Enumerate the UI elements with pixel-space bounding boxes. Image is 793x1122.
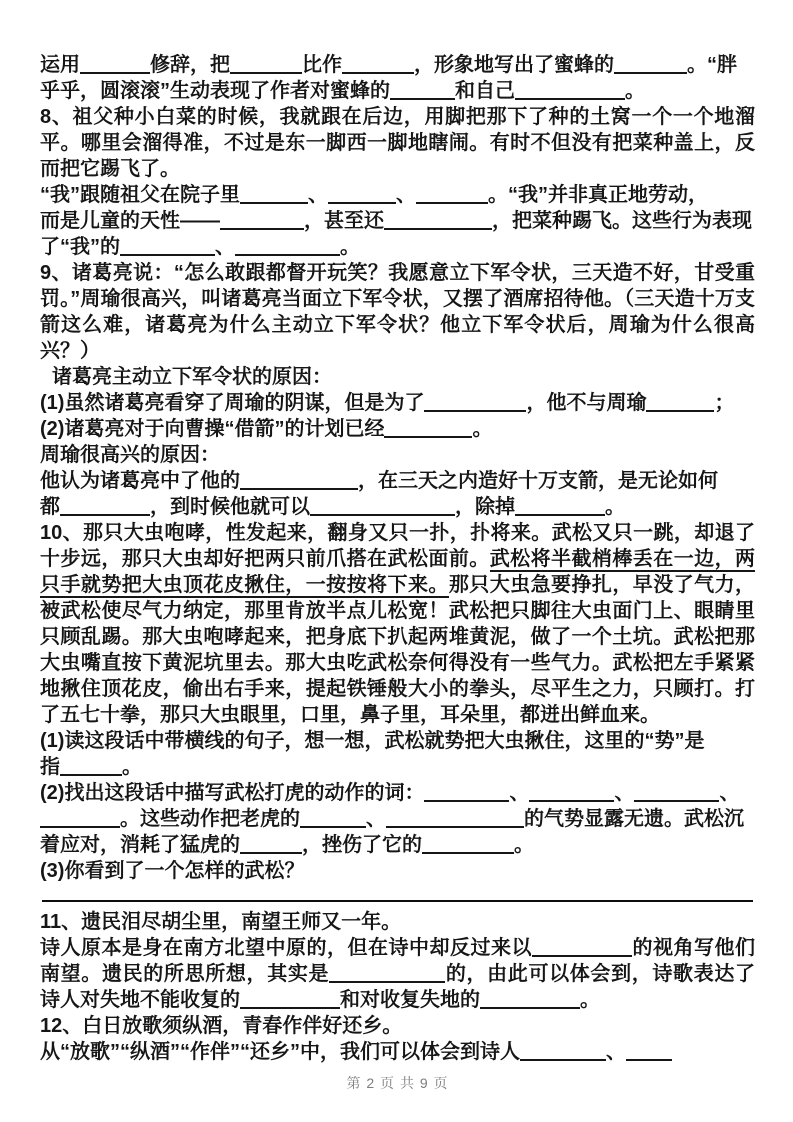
answer-blank — [240, 475, 358, 490]
answer-blank — [60, 761, 122, 776]
q11-analysis — [40, 935, 755, 1013]
answer-blank — [515, 501, 605, 516]
text-run: 着应对，消耗了猛虎的 — [40, 834, 240, 856]
text-run: ，在三天之内造好十万支箭，是无论如何 — [358, 470, 718, 492]
text-run: ，除掉 — [455, 496, 515, 518]
text-run: 周瑜很高兴的原因： — [40, 444, 220, 466]
text-run: 9、诸葛亮说：“怎么敢跟都督开玩笑？我愿意立下军令状，三天造不好，甘受重罚。”周瑜很高兴，叫诸葛亮当面立下军令状，又摆了酒席招待他。（三天造十万支箭这么难，诸葛亮为什么主动立下军令状？他立下军令状后，周瑜为什么很高兴？） — [40, 262, 755, 362]
q12-analysis — [40, 1039, 755, 1065]
text-run: 。“胖 — [687, 54, 737, 76]
q9-item3 — [40, 468, 755, 520]
answer-blank — [329, 968, 445, 983]
answer-blank — [230, 59, 302, 74]
text-run: 的气势显露无遗。武松沉 — [524, 808, 744, 830]
text-run: 。 — [122, 756, 142, 778]
text-run: 那只大虫急要挣扎，早没了气力，被武松使尽气力纳定，那里肯放半点儿松宽！武松把只脚往大虫面门上、眼睛里只顾乱踢。那大虫咆哮起来，把身底下扒起两堆黄泥，做了一个土坑。武松把那大虫嘴直按下黄泥坑里去。那大虫吃武松奈何得没有一些气力。武松把左手紧紧地揪住顶花皮，偷出右手来，提起铁锤般大小的拳头，尽平生之力，只顾打。打了五七十拳，那只大虫眼里，口里，鼻子里，耳朵里，都迸出鲜血来。 — [40, 574, 756, 726]
text-run: 、 — [308, 184, 328, 206]
text-run: 乎乎，圆滚滚”生动表现了作者对蜜蜂的 — [40, 80, 390, 102]
answer-blank — [424, 787, 509, 802]
q8-fill — [40, 182, 755, 260]
q9-passage — [40, 260, 755, 364]
text-run: ，挫伤了它的 — [302, 834, 422, 856]
text-run: (2)找出这段话中描写武松打虎的动作的词： — [40, 782, 425, 804]
q9-reason2-heading — [40, 442, 755, 468]
q10-sub3 — [40, 858, 755, 884]
answer-blank — [240, 839, 302, 854]
answer-blank — [614, 59, 687, 74]
answer-blank — [422, 839, 514, 854]
text-run: 11、遗民泪尽胡尘里，南望王师又一年。 — [40, 911, 402, 933]
answer-blank — [424, 397, 526, 412]
q10-passage — [40, 520, 755, 728]
answer-blank — [342, 59, 414, 74]
answer-blank — [240, 994, 340, 1009]
text-run: 的视角写他们南望。遗民的所思所想，其实是 — [40, 937, 755, 985]
text-run: 了“我”的 — [40, 236, 120, 258]
answer-blank — [310, 501, 455, 516]
text-run: 。 — [580, 989, 600, 1011]
answer-blank — [220, 215, 304, 230]
text-run: 10、那只大虫咆哮，性发起来，翻身又只一扑，扑将来。武松又只一跳，却退了十步远，那只大虫却好把两只前爪搭在武松面前。 — [40, 522, 755, 570]
answer-blank — [328, 189, 396, 204]
text-run: ，他不与周瑜 — [526, 392, 647, 414]
text-run: 运用 — [40, 54, 80, 76]
text-run: (3)你看到了一个怎样的武松？ — [40, 860, 305, 882]
q9-reason1-heading — [40, 364, 755, 390]
text-run: 8、祖父种小白菜的时候，我就跟在后边，用脚把那下了种的土窝一个一个地溜平。哪里会溜得准，不过是东一脚西一脚地瞎闹。有时不但没有把菜种盖上，反而把它踢飞了。 — [40, 106, 755, 180]
text-run: (1)虽然诸葛亮看穿了周瑜的阴谋，但是为了 — [40, 392, 425, 414]
text-run: ，形象地写出了蜜蜂的 — [414, 54, 614, 76]
text-run: 指 — [40, 756, 60, 778]
text-run: ； — [714, 392, 735, 414]
text-run: 从“放歌”“纵酒”“作伴”“还乡”中，我们可以体会到诗人 — [40, 1041, 520, 1063]
answer-blank — [80, 59, 150, 74]
answer-blank — [390, 85, 455, 100]
answer-blank — [386, 813, 524, 828]
underlined-sentence: 武松将半截梢棒丢在一边，两只手就势把大虫顶花皮揪住，一按按将下来。 — [40, 548, 756, 596]
answer-blank — [626, 1046, 672, 1061]
text-run: 、 — [614, 782, 635, 804]
text-run: 都 — [40, 496, 60, 518]
answer-blank — [60, 501, 150, 516]
text-run: 和对收复失地的 — [340, 989, 480, 1011]
q10-sub2 — [40, 780, 755, 858]
q8-passage — [40, 104, 755, 182]
answer-blank — [646, 397, 714, 412]
text-run: 、 — [215, 236, 235, 258]
answer-blank — [515, 85, 625, 100]
text-run: 诸葛亮主动立下军令状的原因： — [52, 366, 332, 388]
answer-blank — [634, 787, 719, 802]
text-run: (1)读这段话中带横线的句子，想一想，武松就势把大虫揪住，这里的“势”是 — [40, 730, 705, 752]
answer-blank — [40, 813, 120, 828]
text-run: 。 — [340, 236, 360, 258]
text-run: 。这些动作把老虎的 — [120, 808, 300, 830]
answer-blank — [532, 942, 632, 957]
text-run: 比作 — [302, 54, 342, 76]
text-run: (2)诸葛亮对于向曹操“借箭”的计划已经 — [40, 418, 385, 440]
answer-blank — [235, 241, 340, 256]
text-run: ，到时候他就可以 — [150, 496, 310, 518]
text-run: “我”跟随祖父在院子里 — [40, 184, 240, 206]
answer-blank — [384, 423, 472, 438]
text-run: 、 — [366, 808, 386, 830]
answer-blank — [240, 189, 308, 204]
text-run: 而是儿童的天性—— — [40, 210, 220, 232]
answer-blank — [416, 189, 488, 204]
text-run: 、 — [509, 782, 530, 804]
answer-blank — [520, 1046, 606, 1061]
page-footer: 第 2 页 共 9 页 — [346, 1075, 449, 1091]
text-run: 。 — [472, 418, 493, 440]
text-run: 诗人原本是身在南方北望中原的，但在诗中却反过来以 — [40, 937, 532, 959]
text-run: 修辞，把 — [150, 54, 230, 76]
text-run: 。 — [514, 834, 534, 856]
section-divider — [42, 900, 753, 902]
text-run: 的，由此可以体会到，诗歌表达了诗人对失地不能收复的 — [40, 963, 756, 1011]
content-area — [40, 52, 755, 1065]
text-run: 。 — [625, 80, 645, 102]
text-run: 12、白日放歌须纵酒，青春作伴好还乡。 — [40, 1015, 403, 1037]
answer-blank — [300, 813, 366, 828]
answer-blank — [384, 215, 492, 230]
text-run: ，甚至还 — [304, 210, 384, 232]
q9-item1 — [40, 390, 755, 416]
text-run: 、 — [396, 184, 416, 206]
text-run: 、 — [606, 1041, 626, 1063]
answer-blank — [480, 994, 580, 1009]
text-run: 和自己 — [455, 80, 515, 102]
answer-blank — [529, 787, 614, 802]
q7-continuation — [40, 52, 755, 104]
answer-blank — [120, 241, 215, 256]
text-run: 。 — [605, 496, 625, 518]
text-run: 他认为诸葛亮中了他的 — [40, 470, 240, 492]
q10-sub1 — [40, 728, 755, 780]
text-run: 、 — [719, 782, 740, 804]
text-run: ，把菜种踢飞。这些行为表现 — [492, 210, 752, 232]
q9-item2 — [40, 416, 755, 442]
text-run: 。“我”并非真正地劳动， — [488, 184, 708, 206]
q11-quote — [40, 909, 755, 935]
q12-quote — [40, 1013, 755, 1039]
